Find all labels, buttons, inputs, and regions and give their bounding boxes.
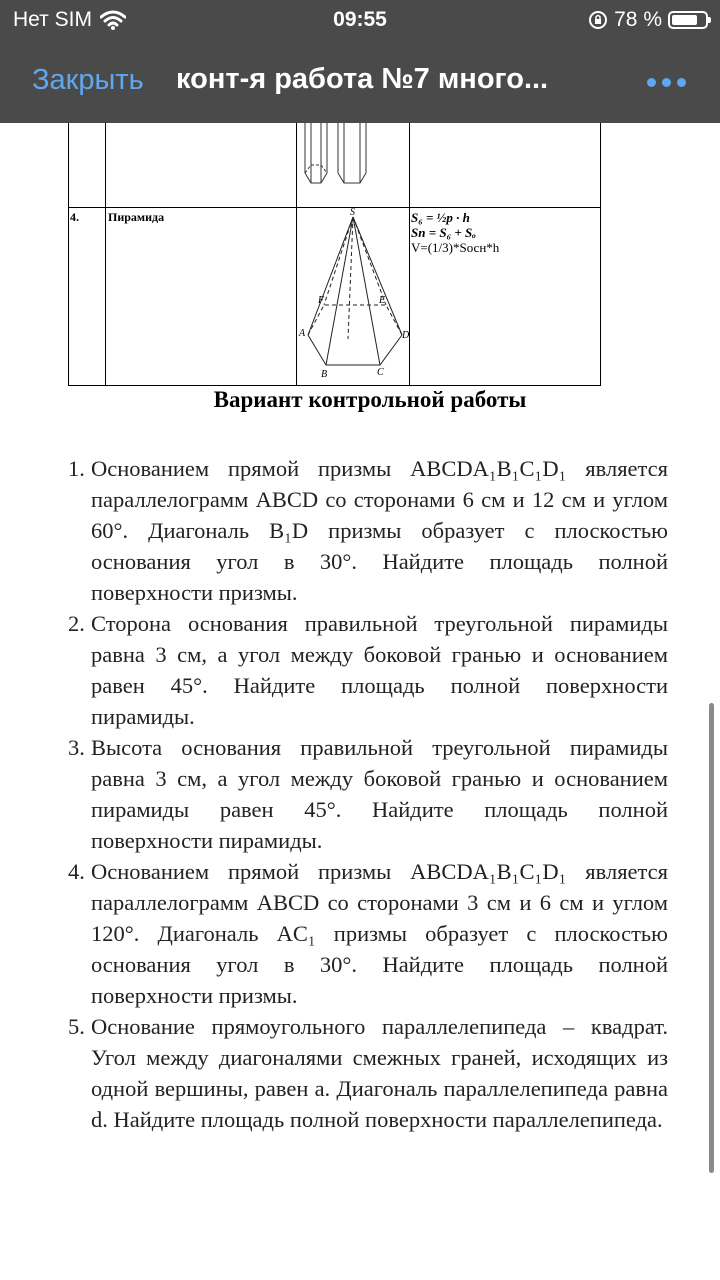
task-list: [68, 453, 668, 1135]
vertex-label-s: S: [350, 207, 355, 218]
vertex-label-c: C: [377, 367, 384, 378]
vertex-label-e: E: [379, 295, 386, 306]
formula-line: Sп = S₆ + Sₒ: [411, 225, 477, 240]
dot-icon: [677, 78, 686, 87]
close-button[interactable]: Закрыть: [32, 64, 144, 96]
document-view[interactable]: [0, 123, 720, 1280]
carrier-label: Нет SIM: [13, 8, 92, 31]
task-number: 5.: [68, 1014, 85, 1039]
figure-table: [68, 123, 601, 386]
section-heading: Вариант контрольной работы: [213, 387, 527, 412]
scrollbar[interactable]: [709, 703, 714, 1173]
orientation-lock-icon: [588, 10, 608, 30]
dot-icon: [662, 78, 671, 87]
task-text: Сторона основания правильной треугольной пирамиды равна 3 см, а угол между боковой гранью и основанием равен 45°. Найдите площадь полной поверхности пирамиды.: [91, 611, 668, 729]
list-item: [68, 856, 668, 1011]
task-number: 2.: [68, 611, 85, 636]
vertex-label-a: A: [299, 328, 306, 339]
vertex-label-f: F: [318, 295, 325, 306]
dot-icon: [647, 78, 656, 87]
list-item: [68, 608, 668, 732]
nav-bar: [0, 40, 720, 123]
task-number: 3.: [68, 735, 85, 760]
more-menu-button[interactable]: [647, 78, 686, 87]
status-bar: [0, 0, 720, 40]
table-grid: [68, 123, 601, 386]
formula-line: V=(1/3)*Sосн*h: [411, 240, 500, 255]
task-text: Высота основания правильной треугольной пирамиды равна 3 см, а угол между боковой гранью и основанием пирамиды равен 45°. Найдите площадь полной поверхности пирамиды.: [91, 735, 668, 853]
vertex-label-d: D: [402, 330, 410, 341]
document-title: конт-я работа №7 много...: [176, 63, 549, 95]
formula-line: S₆ = ½p · h: [411, 210, 470, 225]
pyramid-figure: [308, 217, 402, 365]
task-text: Основанием прямой призмы ABCDA₁B₁C₁D₁ является параллелограмм ABCD со сторонами 6 см и 12 см и углом 60°. Диагональ B₁D призмы образует с плоскостью основания угол в 30°. Найдите площадь полной поверхности призмы.: [91, 456, 668, 605]
list-item: [68, 1011, 668, 1135]
battery-icon: [668, 11, 708, 29]
list-item: [68, 453, 668, 608]
battery-percent: 78 %: [614, 8, 662, 31]
status-right: [588, 8, 708, 32]
formula-block: [411, 210, 499, 255]
vertex-label-b: B: [321, 369, 328, 380]
clock: 09:55: [333, 8, 387, 31]
list-item: [68, 732, 668, 856]
task-text: Основание прямоугольного параллелепипеда – квадрат. Угол между диагоналями смежных граней, исходящих из одной вершины, равен a. Диагональ параллелепипеда равна d. Найдите площадь полной поверхности параллелепипеда.: [91, 1014, 668, 1132]
task-number: 4.: [68, 859, 85, 884]
task-number: 1.: [68, 456, 85, 481]
task-text: Основанием прямой призмы ABCDA₁B₁C₁D₁ является параллелограмм ABCD со сторонами 3 см и 6 см и углом 120°. Диагональ AC₁ призмы образует с плоскостью основания угол в 30°. Найдите площадь полной поверхности призмы.: [91, 859, 668, 1008]
table-row-number: 4.: [70, 210, 79, 224]
battery-fill: [672, 15, 697, 25]
prism-figure: [305, 123, 366, 183]
table-row-name: Пирамида: [108, 210, 165, 224]
